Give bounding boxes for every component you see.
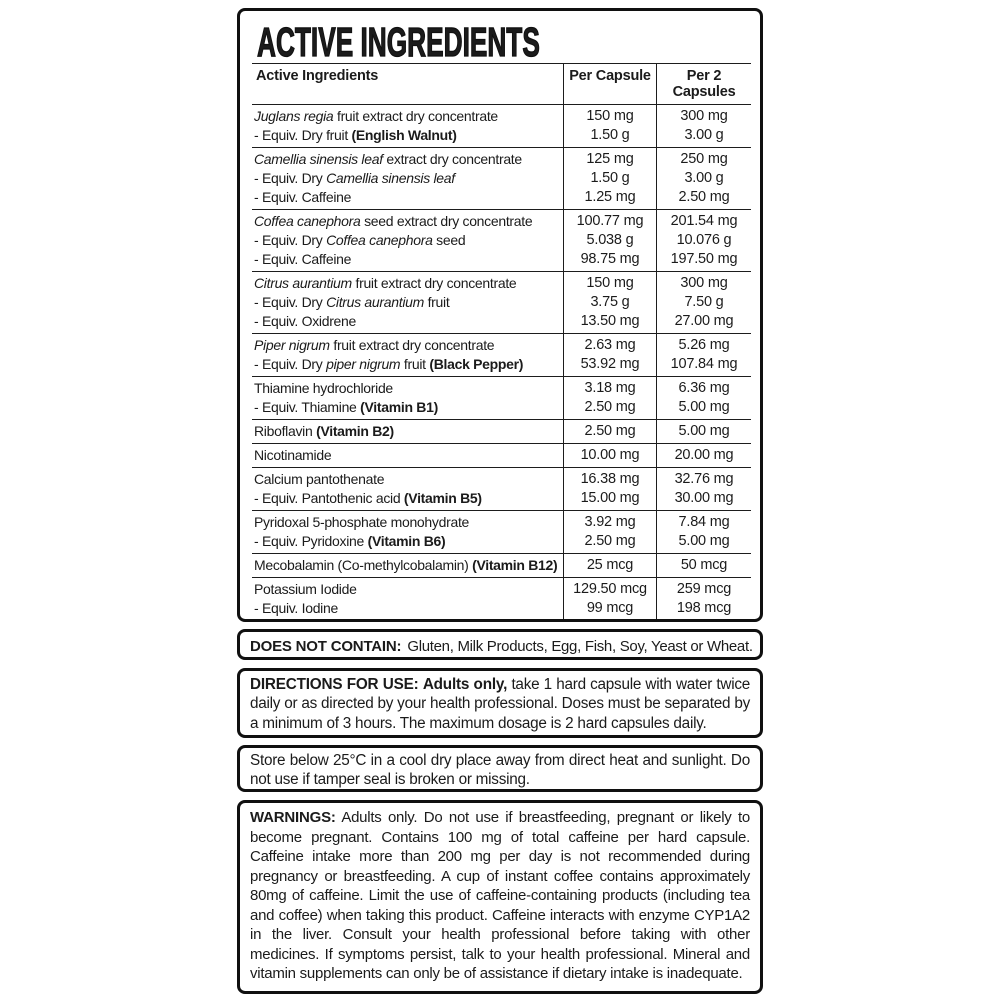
warnings-text: Adults only. Do not use if breastfeeding, pregnant or likely to become pregnant. Contains 100 mg of total caffeine per hard capsule. Caffeine intake more than 200 mg per day is not recommended during pregnancy or breastfeeding. A cup of instant coffee contains approximately 80mg of caffeine. Limit the use of caffeine-containing products (including tea and coffee) when taking this product. Caffeine interacts with enzyme CYP1A2 in the liver. Consult your health professional before taking with other medicines. If symptoms persist, talk to your health professional. Mineral and vitamin supplements can only be of assistance if dietary intake is inadequate. [250,809,750,982]
per-capsule-value: 100.77 mg [576,213,644,229]
ingredient-name-segment: Juglans regia [254,108,334,124]
ingredient-name-cell [252,148,563,209]
storage-paragraph [250,751,750,790]
table-row [252,443,751,467]
ingredient-name-cell [252,377,563,419]
ingredient-name-segment: Pyridoxal 5-phosphate monohydrate [254,514,470,530]
per-capsule-cell [563,334,656,376]
ingredient-name-segment: Camellia sinensis leaf [254,151,383,167]
per-capsule-value: 13.50 mg [580,313,640,329]
ingredient-name-segment: (Vitamin B2) [316,423,394,439]
per-capsule-cell [563,148,656,209]
ingredient-name-segment: (Black Pepper) [429,356,524,372]
per-2-capsules-value: 250 mg [680,151,728,167]
per-2-capsules-cell [656,554,751,577]
ingredient-name-cell [252,444,563,467]
column-header-per-capsule: Per Capsule [563,64,656,104]
ingredient-name-segment: - Equiv. Pantothenic acid [254,490,404,506]
warnings-label: WARNINGS: [250,809,336,826]
per-capsule-cell [563,210,656,271]
ingredient-name-segment: Nicotinamide [254,447,332,463]
ingredient-name-segment: seed extract dry concentrate [360,213,533,229]
per-2-capsules-value: 6.36 mg [678,380,730,396]
per-capsule-value: 16.38 mg [580,471,640,487]
table-row [252,147,751,209]
ingredient-name-line [254,274,559,293]
ingredient-name-cell [252,334,563,376]
ingredient-name-line [254,231,559,250]
per-capsule-value: 25 mcg [586,557,634,573]
per-2-capsules-cell [656,105,751,147]
ingredient-name-segment: - Equiv. Dry fruit [254,127,352,143]
warnings-box [237,800,763,994]
ingredient-name-segment: - Equiv. Caffeine [254,251,352,267]
per-2-capsules-cell [656,272,751,333]
ingredient-name-segment: - Equiv. Thiamine [254,399,361,415]
per-capsule-cell [563,377,656,419]
per-2-capsules-value: 198 mcg [676,600,732,616]
column-header-active-ingredients: Active Ingredients [256,68,379,84]
ingredients-table [252,63,751,621]
per-2-capsules-value: 300 mg [680,108,728,124]
table-body [252,104,751,620]
directions-text: take 1 hard capsule with water twice daily or as directed by your health professional. Doses must be separated by a minimum of 3 hours. The maximum dosage is 2 hard capsules daily. [250,676,751,732]
ingredient-name-segment: Coffea canephora [254,213,361,229]
per-capsule-value: 5.038 g [586,232,634,248]
per-2-capsules-cell [656,420,751,443]
per-capsule-value: 1.50 g [590,127,630,143]
ingredient-name-line [254,580,559,599]
ingredient-name-line [254,250,559,269]
table-header-row [252,63,751,104]
per-2-capsules-value: 107.84 mg [670,356,738,372]
per-capsule-value: 99 mcg [586,600,634,616]
directions-label: DIRECTIONS FOR USE: [250,676,419,693]
per-2-capsules-value: 3.00 g [684,127,724,143]
ingredient-name-segment: - Equiv. Iodine [254,600,338,616]
per-capsule-value: 2.50 mg [584,399,636,415]
ingredient-name-line [254,336,559,355]
ingredient-name-segment: Mecobalamin (Co-methylcobalamin) [254,557,473,573]
ingredient-name-line [254,470,559,489]
does-not-contain-box [237,629,763,660]
per-2-capsules-value: 2.50 mg [678,189,730,205]
per-2-capsules-value: 32.76 mg [674,471,734,487]
per-2-capsules-value: 50 mcg [680,557,728,573]
warnings-paragraph [250,808,750,984]
ingredient-name-segment: (Vitamin B6) [367,533,446,549]
ingredient-name-cell [252,105,563,147]
per-capsule-value: 129.50 mcg [573,581,647,597]
ingredient-name-line [254,169,559,188]
table-row [252,577,751,620]
per-2-capsules-cell [656,210,751,271]
ingredient-name-segment: fruit extract dry concentrate [333,108,498,124]
per-capsule-value: 2.63 mg [584,337,636,353]
per-2-capsules-value: 30.00 mg [674,490,734,506]
ingredient-name-line [254,489,559,508]
per-2-capsules-value: 7.84 mg [678,514,730,530]
panel-title-text: ACTIVE INGREDIENTS [257,19,540,65]
ingredient-name-segment: (Vitamin B5) [403,490,482,506]
directions-box [237,668,763,738]
table-row [252,419,751,443]
table-row [252,271,751,333]
per-2-capsules-cell [656,334,751,376]
per-2-capsules-cell [656,444,751,467]
ingredient-name-segment: Coffea canephora [326,232,433,248]
per-capsule-cell [563,272,656,333]
per-2-capsules-value: 3.00 g [684,170,724,186]
ingredient-name-line [254,599,559,618]
ingredient-name-segment: - Equiv. Dry [254,170,327,186]
does-not-contain-line [250,636,753,657]
per-capsule-value: 98.75 mg [580,251,640,267]
ingredient-name-cell [252,420,563,443]
storage-box [237,745,763,792]
per-capsule-cell [563,578,656,620]
per-2-capsules-value: 20.00 mg [674,447,734,463]
per-2-capsules-value: 27.00 mg [674,313,734,329]
storage-text: Store below 25°C in a cool dry place away from direct heat and sunlight. Do not use if tamper seal is broken or missing. [250,752,750,789]
panel-title [252,17,751,63]
per-capsule-cell [563,554,656,577]
ingredient-name-segment: Camellia sinensis leaf [326,170,455,186]
ingredient-name-segment: - Equiv. Dry [254,232,327,248]
ingredient-name-segment: - Equiv. Caffeine [254,189,352,205]
per-capsule-cell [563,444,656,467]
per-2-capsules-value: 5.00 mg [678,399,730,415]
per-capsule-value: 15.00 mg [580,490,640,506]
ingredient-name-segment: fruit extract dry concentrate [351,275,517,291]
ingredient-name-line [254,532,559,551]
per-capsule-value: 150 mg [586,108,634,124]
per-capsule-value: 10.00 mg [580,447,640,463]
per-capsule-cell [563,105,656,147]
ingredient-name-cell [252,578,563,620]
ingredient-name-cell [252,210,563,271]
per-2-capsules-value: 201.54 mg [670,213,738,229]
ingredient-name-line [254,312,559,331]
per-2-capsules-cell [656,578,751,620]
per-2-capsules-value: 300 mg [680,275,728,291]
per-capsule-value: 1.50 g [590,170,630,186]
ingredient-name-segment: Thiamine hydrochloride [254,380,393,396]
per-capsule-cell [563,468,656,510]
per-2-capsules-cell [656,511,751,553]
ingredient-name-line [254,188,559,207]
ingredient-name-cell [252,511,563,553]
per-2-capsules-cell [656,377,751,419]
ingredient-name-line [254,556,559,575]
per-capsule-value: 150 mg [586,275,634,291]
per-2-capsules-value: 197.50 mg [670,251,738,267]
ingredient-name-line [254,150,559,169]
per-2-capsules-cell [656,148,751,209]
ingredient-name-segment: - Equiv. Dry [254,294,327,310]
supplement-label-sheet [237,8,763,994]
per-capsule-value: 2.50 mg [584,423,636,439]
ingredient-name-line [254,379,559,398]
per-2-capsules-value: 7.50 g [684,294,724,310]
table-row [252,333,751,376]
table-row [252,376,751,419]
ingredient-name-segment: fruit [400,356,430,372]
ingredient-name-segment: Riboflavin [254,423,317,439]
ingredient-name-line [254,212,559,231]
per-2-capsules-value: 5.26 mg [678,337,730,353]
ingredient-name-line [254,293,559,312]
ingredient-name-cell [252,554,563,577]
ingredient-name-segment: Piper nigrum [254,337,330,353]
ingredient-name-segment: (English Walnut) [351,127,457,143]
per-capsule-value: 53.92 mg [580,356,640,372]
table-row [252,209,751,271]
per-capsule-cell [563,420,656,443]
ingredient-name-segment: extract dry concentrate [382,151,522,167]
per-capsule-value: 3.75 g [590,294,630,310]
per-2-capsules-cell [656,468,751,510]
ingredient-name-segment: Citrus aurantium [326,294,424,310]
ingredient-name-segment: (Vitamin B1) [360,399,438,415]
ingredient-name-line [254,126,559,145]
ingredient-name-segment: - Equiv. Oxidrene [254,313,357,329]
ingredient-name-line [254,107,559,126]
ingredient-name-line [254,446,559,465]
column-header-per-2-capsules: Per 2 Capsules [656,64,751,104]
ingredient-name-segment: Calcium pantothenate [254,471,385,487]
per-capsule-value: 1.25 mg [584,189,636,205]
table-row [252,510,751,553]
ingredient-name-line [254,422,559,441]
table-row [252,553,751,577]
ingredient-name-segment: Potassium Iodide [254,581,357,597]
per-capsule-value: 2.50 mg [584,533,636,549]
per-2-capsules-value: 259 mcg [676,581,732,597]
ingredient-name-cell [252,468,563,510]
table-row [252,467,751,510]
per-2-capsules-value: 10.076 g [676,232,732,248]
directions-bold-lead: Adults only, [422,676,508,693]
ingredient-name-cell [252,272,563,333]
does-not-contain-label: DOES NOT CONTAIN: [250,638,402,655]
active-ingredients-panel [237,8,763,622]
ingredient-name-segment: - Equiv. Pyridoxine [254,533,368,549]
per-2-capsules-value: 5.00 mg [678,533,730,549]
ingredient-name-segment: (Vitamin B12) [472,557,558,573]
ingredient-name-line [254,398,559,417]
directions-paragraph [250,675,750,733]
per-capsule-value: 3.18 mg [584,380,636,396]
ingredient-name-line [254,355,559,374]
ingredient-name-segment: fruit extract dry concentrate [329,337,495,353]
per-capsule-value: 125 mg [586,151,634,167]
ingredient-name-segment: - Equiv. Dry [254,356,327,372]
per-capsule-value: 3.92 mg [584,514,636,530]
per-capsule-cell [563,511,656,553]
ingredient-name-line [254,513,559,532]
does-not-contain-text: Gluten, Milk Products, Egg, Fish, Soy, Yeast or Wheat. [407,638,753,655]
ingredient-name-segment: piper nigrum [326,356,401,372]
ingredient-name-segment: Citrus aurantium [254,275,352,291]
ingredient-name-segment: seed [432,232,466,248]
per-2-capsules-value: 5.00 mg [678,423,730,439]
ingredient-name-segment: fruit [423,294,450,310]
table-row [252,104,751,147]
